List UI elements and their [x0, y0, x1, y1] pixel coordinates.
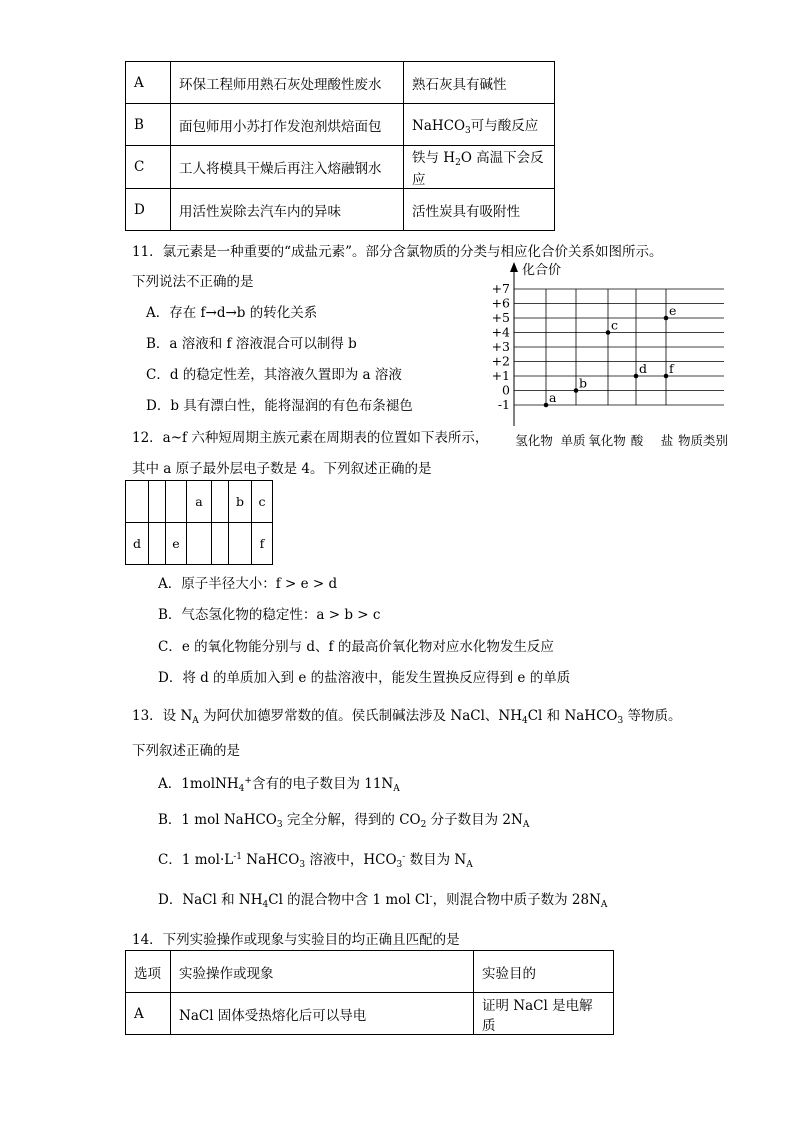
table-row [126, 189, 555, 231]
data-point-d [634, 374, 639, 379]
table-header-row [126, 951, 614, 993]
data-point-label: e [669, 303, 677, 318]
cell [229, 523, 252, 565]
data-point-label: f [669, 361, 674, 376]
cell [149, 481, 166, 523]
y-axis-arrow [510, 262, 518, 272]
options-table-q10 [125, 61, 555, 231]
chart-axes [510, 262, 518, 426]
data-point-label: a [549, 390, 557, 405]
q12-option-c: C．e 的氧化物能分别与 d、f 的最高价氧化物对应水化物发生反应 [158, 639, 554, 655]
y-tick-label: +7 [491, 281, 510, 296]
q13-option-b: B．1 mol NaHCO$_3$ 完全分解，得到的 $CO_2$ 分子数目为 $2N_A$ [158, 812, 530, 830]
row-operation: NaCl 固体受热熔化后可以导电 [171, 993, 474, 1035]
q13-prompt: 下列叙述正确的是 [132, 743, 240, 759]
q14-stem: 14．下列实验操作或现象与实验目的均正确且匹配的是 [132, 932, 460, 948]
table-row [126, 146, 555, 189]
row-reason: 熟石灰具有碱性 [404, 62, 555, 104]
q12-option-b: B．气态氢化物的稳定性：a > b > c [158, 607, 381, 623]
q13-option-a: A．1molNH$_4$+含有的电子数目为 $11N_A$ [158, 776, 400, 794]
cell: d [126, 523, 149, 565]
experiment-table-q14 [125, 950, 614, 1035]
cell: f [252, 523, 273, 565]
data-point-e [664, 316, 669, 321]
y-tick-label: 0 [502, 382, 510, 398]
row-desc: 工人将模具干燥后再注入熔融钢水 [171, 146, 404, 189]
row-reason: 铁与 $H_2O$ 高温下会反应 [404, 146, 555, 189]
cell: e [166, 523, 187, 565]
header-purpose: 实验目的 [474, 951, 614, 993]
cell [166, 481, 187, 523]
y-axis-label: 化合价 [522, 263, 562, 278]
q11-stem: 11．氯元素是一种重要的“成盐元素”。部分含氯物质的分类与相应化合价关系如图所示。 [132, 244, 663, 260]
y-tick-label: +2 [491, 353, 510, 369]
cell [149, 523, 166, 565]
row-label: D [126, 189, 171, 231]
header-operation: 实验操作或现象 [171, 951, 474, 993]
y-tick-label: +6 [491, 295, 510, 311]
row-desc: 用活性炭除去汽车内的异味 [171, 189, 404, 231]
cell [187, 523, 212, 565]
row-desc: 面包师用小苏打作发泡剂烘焙面包 [171, 104, 404, 146]
row-label: C [126, 146, 171, 189]
q12-stem: 12．a~f 六种短周期主族元素在周期表的位置如下表所示， [132, 430, 489, 446]
q11-option-a: A．存在 f→d→b 的转化关系 [146, 305, 318, 321]
table-row [126, 62, 555, 104]
x-category-label: 氢化物 [515, 433, 553, 448]
q11-option-b: B．a 溶液和 f 溶液混合可以制得 b [146, 336, 357, 352]
data-points [544, 303, 677, 407]
y-tick-label: +3 [491, 339, 510, 354]
chart-grid [514, 289, 724, 405]
cell [212, 523, 229, 565]
q12-option-d: D．将 d 的单质加入到 e 的盐溶液中，能发生置换反应得到 e 的单质 [158, 670, 571, 686]
chlorine-valence-chart [488, 258, 748, 454]
q11-option-c: C．d 的稳定性差，其溶液久置即为 a 溶液 [146, 367, 402, 383]
data-point-f [664, 374, 669, 379]
x-category-label: 盐 [660, 433, 674, 448]
q13-option-d: D．NaCl 和 $NH_4Cl$ 的混合物中含 1 mol Cl-，则混合物中质子数为 $28N_A$ [158, 892, 608, 910]
data-point-a [544, 403, 549, 408]
row-reason: 活性炭具有吸附性 [404, 189, 555, 231]
cell [212, 481, 229, 523]
y-tick-labels [492, 281, 510, 412]
q13-option-c: C．1 $mol\cdot L^{-1}$ NaHCO$_3$ 溶液中，$HCO_3^-$ 数目为 $N_A$ [158, 852, 473, 870]
q13-stem: 13．设 $N_A$ 为阿伏加德罗常数的值。侯氏制碱法涉及 NaCl、$NH_4Cl$ 和 NaHCO$_3$ 等物质。 [132, 708, 682, 726]
y-tick-label: -1 [497, 397, 510, 412]
table-row [126, 104, 555, 146]
q11-prompt: 下列说法不正确的是 [132, 274, 254, 290]
cell: a [187, 481, 212, 523]
x-category-label: 酸 [630, 433, 644, 448]
data-point-label: b [579, 375, 588, 391]
data-point-c [606, 330, 611, 335]
q12-option-a: A．原子半径大小：f > e > d [158, 576, 338, 592]
data-point-b [574, 388, 579, 393]
data-point-label: c [611, 317, 619, 333]
row-desc: 环保工程师用熟石灰处理酸性废水 [171, 62, 404, 104]
row-label: A [126, 993, 171, 1035]
y-tick-label: +4 [491, 324, 510, 340]
x-category-labels [515, 433, 674, 448]
row-label: B [126, 104, 171, 146]
q12-prompt: 其中 a 原子最外层电子数是 4。下列叙述正确的是 [132, 461, 432, 477]
row-purpose: 证明 NaCl 是电解质 [474, 993, 614, 1035]
y-tick-label: +5 [491, 310, 510, 325]
x-category-label: 氧化物 [588, 433, 626, 448]
cell: b [229, 481, 252, 523]
x-category-label: 单质 [560, 433, 586, 448]
table-row [126, 523, 273, 565]
cell [126, 481, 149, 523]
row-label: A [126, 62, 171, 104]
header-option: 选项 [126, 951, 171, 993]
table-row [126, 993, 614, 1035]
periodic-table-fragment [125, 480, 273, 565]
q11-option-d: D．b 具有漂白性，能将湿润的有色布条褪色 [146, 398, 413, 414]
row-reason: NaHCO$_3$可与酸反应 [404, 104, 555, 146]
y-tick-label: +1 [491, 368, 510, 383]
data-point-label: d [639, 361, 648, 376]
cell: c [252, 481, 273, 523]
table-row [126, 481, 273, 523]
x-axis-label: 物质类别 [678, 433, 729, 448]
